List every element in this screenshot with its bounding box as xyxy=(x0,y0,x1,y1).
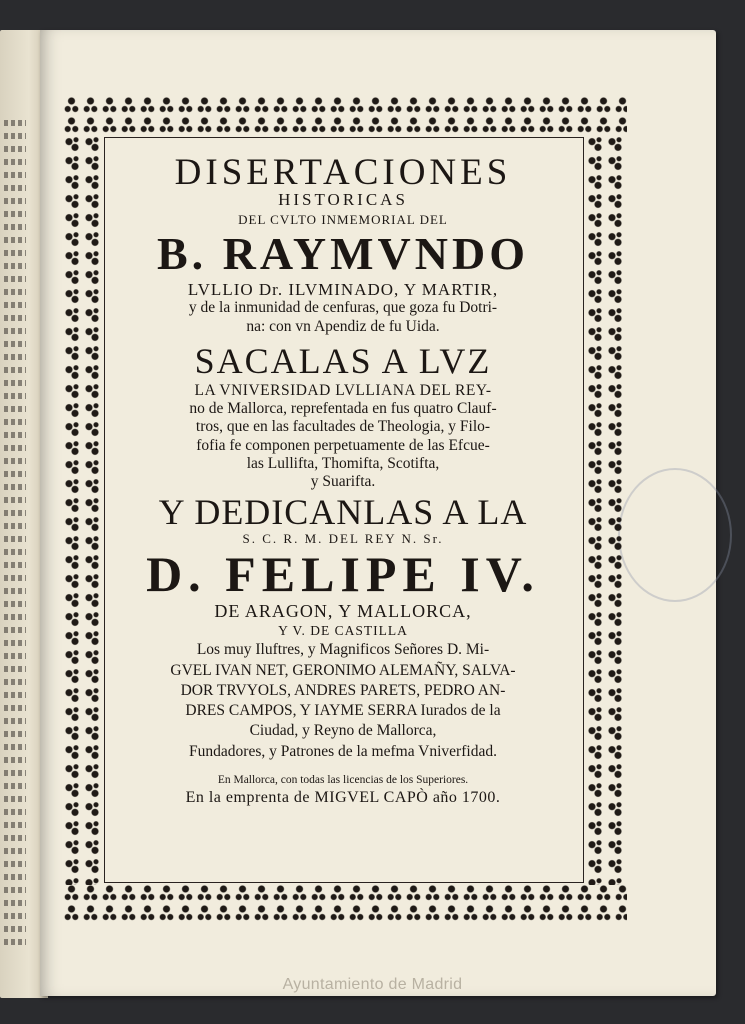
subtitle-line: DEL CVLTO INMEMORIAL DEL xyxy=(238,211,448,227)
body-line: tros, que en las facultades de Theologia, y Filo- xyxy=(195,418,491,436)
ornamental-border-top xyxy=(62,95,627,135)
subtitle-line: HISTORICAS xyxy=(278,189,408,209)
body-line: Ciudad, y Reyno de Mallorca, xyxy=(249,722,437,740)
ornamental-border-left xyxy=(62,135,102,885)
body-line: na: con vn Apendiz de fu Uida. xyxy=(246,317,440,335)
subtitle-line: Y V. DE CASTILLA xyxy=(278,623,408,639)
body-line: DOR TRVYOLS, ANDRES PARETS, PEDRO AN- xyxy=(180,681,506,699)
imprint-line: En la emprenta de MIGVEL CAPÒ año 1700. xyxy=(185,789,501,807)
body-line: DRES CAMPOS, Y IAYME SERRA Iurados de la xyxy=(185,702,501,720)
body-line: GVEL IVAN NET, GERONIMO ALEMAÑY, SALVA- xyxy=(170,661,516,679)
body-line: fofia fe componen perpetuamente de las Efcue- xyxy=(196,436,490,454)
title-text-block xyxy=(110,150,576,807)
library-stamp xyxy=(618,468,732,602)
body-line: LA VNIVERSIDAD LVLLIANA DEL REY- xyxy=(194,381,492,399)
imprint-line: En Mallorca, con todas las licencias de los Superiores. xyxy=(217,773,469,786)
body-line: las Lullifta, Thomifta, Scotifta, xyxy=(246,454,440,472)
left-page-ornament xyxy=(4,120,26,950)
body-line: Los muy Iluftres, y Magnificos Señores D. Mi- xyxy=(196,641,490,659)
subject-name-line: B. RAYMVNDO xyxy=(157,228,529,280)
heading-line: Y DEDICANLAS A LA xyxy=(158,492,528,533)
body-line: y de la inmunidad de cenfuras, que goza fu Dotri- xyxy=(188,299,498,317)
ornamental-border-right xyxy=(585,135,625,885)
watermark-text: Ayuntamiento de Madrid xyxy=(282,976,463,993)
body-line: y Suarifta. xyxy=(310,473,376,491)
subtitle-line: S. C. R. M. DEL REY N. Sr. xyxy=(242,531,444,547)
title-line: DISERTACIONES xyxy=(174,152,512,193)
ornamental-border-bottom xyxy=(62,883,627,923)
heading-line: SACALAS A LVZ xyxy=(194,341,492,381)
subtitle-line: DE ARAGON, Y MALLORCA, xyxy=(214,601,472,622)
dedicatee-name-line: D. FELIPE IV. xyxy=(146,545,540,602)
subject-title-line: LVLLIO Dr. ILVMINADO, Y MARTIR, xyxy=(187,279,499,299)
body-line: Fundadores, y Patrones de la mefma Vniverfidad. xyxy=(189,742,497,760)
body-line: no de Mallorca, reprefentada en fus quatro Clauf- xyxy=(189,400,497,418)
